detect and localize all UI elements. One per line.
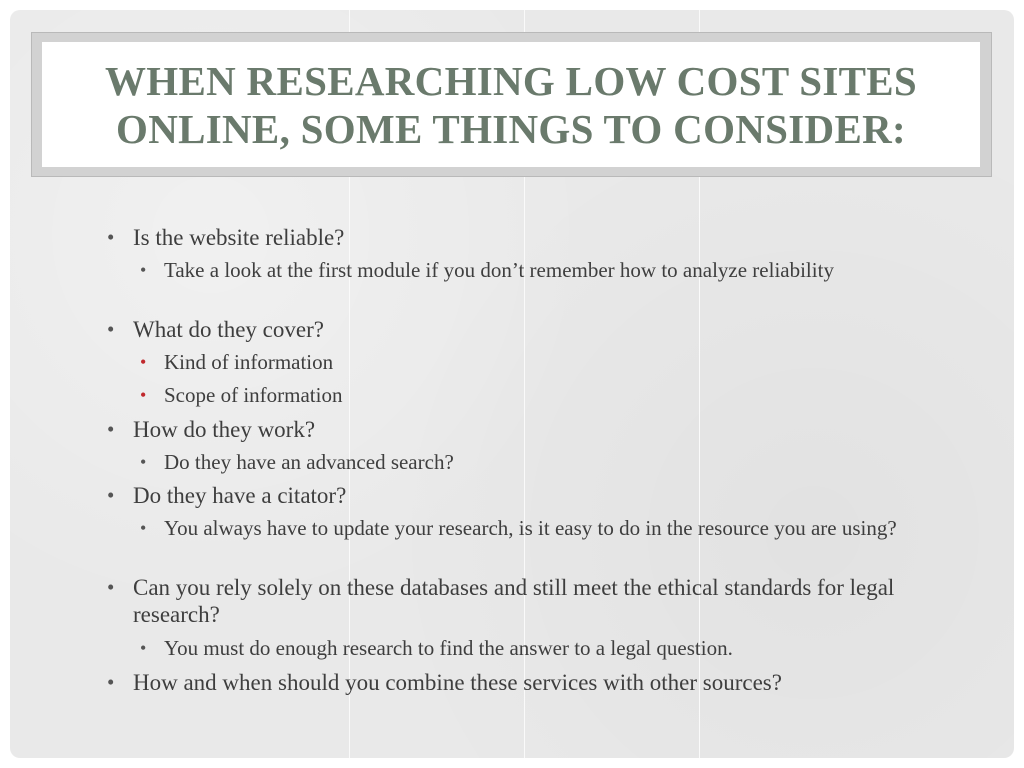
bullet-text: Is the website reliable? [133, 225, 345, 250]
bullet-text: Do they have a citator? [133, 483, 347, 508]
sub-bullet-item [140, 450, 964, 475]
sub-bullet-item [140, 350, 964, 375]
bullet-icon: • [107, 575, 115, 599]
bullet-icon: • [107, 483, 115, 507]
sub-bullet-item [140, 636, 964, 661]
bullet-text: Do they have an advanced search? [164, 450, 454, 474]
bullet-text: Can you rely solely on these databases and still meet the ethical standards for legal research? [133, 575, 895, 627]
bullet-icon: • [107, 317, 115, 341]
bullet-text: Take a look at the first module if you don’t remember how to analyze reliability [164, 258, 834, 282]
bullet-item [107, 669, 973, 696]
bullet-text: What do they cover? [133, 317, 324, 342]
bullet-icon: • [140, 518, 147, 538]
bullet-text: How and when should you combine these services with other sources? [133, 670, 782, 695]
bullet-item [107, 224, 973, 251]
bullet-item [107, 574, 973, 628]
bullet-icon: • [107, 670, 115, 694]
bullet-text: Kind of information [164, 350, 334, 374]
slide-title: WHEN RESEARCHING LOW COST SITES ONLINE, SOME THINGS TO CONSIDER: [104, 57, 918, 152]
bullet-text: You must do enough research to find the answer to a legal question. [164, 636, 733, 660]
bullet-icon: • [107, 417, 115, 441]
bullet-item [107, 416, 973, 443]
sub-bullet-item [140, 383, 964, 408]
bullet-text: How do they work? [133, 417, 316, 442]
bullet-list [10, 10, 1014, 758]
bullet-text: Scope of information [164, 383, 343, 407]
slide [10, 10, 1014, 758]
bullet-icon: • [107, 225, 115, 249]
sub-bullet-item [140, 516, 964, 541]
sub-bullet-item [140, 258, 964, 283]
bullet-icon: • [140, 260, 147, 280]
bullet-icon: • [140, 385, 147, 405]
bullet-icon: • [140, 352, 147, 372]
bullet-item [107, 482, 973, 509]
bullet-text: You always have to update your research, is it easy to do in the resource you are using? [164, 516, 897, 540]
bullet-icon: • [140, 638, 147, 658]
bullet-item [107, 316, 973, 343]
bullet-icon: • [140, 452, 147, 472]
